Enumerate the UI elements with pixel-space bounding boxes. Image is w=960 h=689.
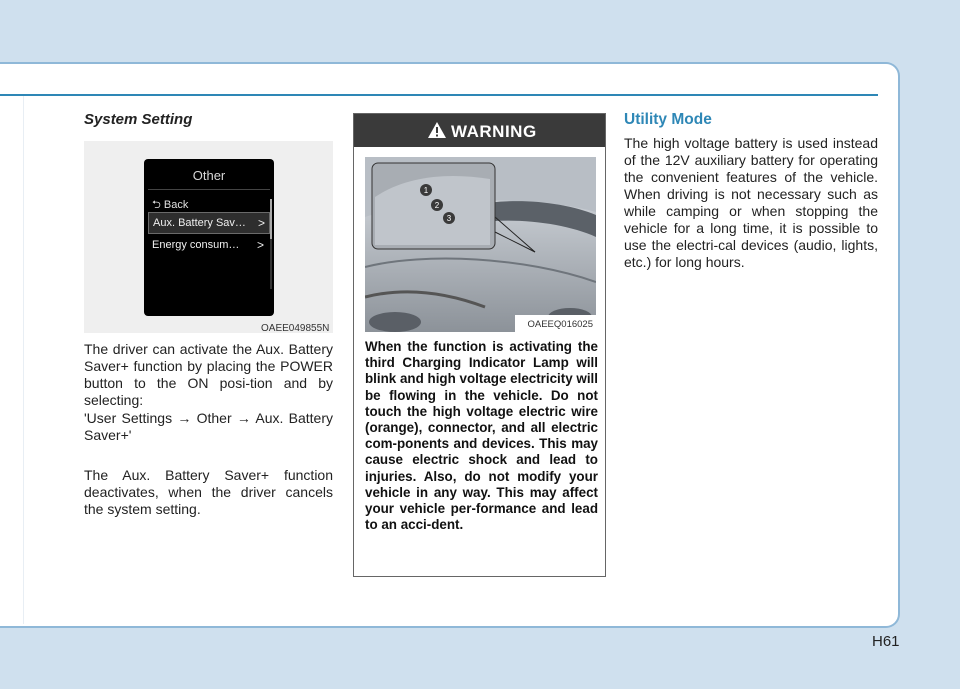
display-title: Other [192, 168, 226, 183]
page-number: H61 [872, 633, 900, 650]
header-rule [0, 94, 878, 96]
display-menu-label: Aux. Battery Sav… [153, 217, 246, 229]
section-heading-system-setting: System Setting [84, 111, 193, 128]
display-scroll-thumb [270, 199, 272, 239]
image-code: OAEE049855N [261, 323, 330, 334]
display-menu-label: Energy consum… [152, 239, 240, 251]
display-menu-item-energy [148, 235, 268, 255]
chevron-right-icon: > [257, 216, 265, 230]
paragraph-menu-path: 'User Settings → Other → Aux. Battery Saver+' [84, 410, 333, 443]
car-hood-illustration [365, 157, 596, 332]
warning-text: When the function is activating the third Charging Indicator Lamp will blink and high voltage electricity will be flowing in the vehicle. Do not touch the high voltage electric wire (orange), connector, and all electric com-ponents and devices. This may cause electric shock and lead to injuries. Also, do not modify your vehicle in any way. This may affect your vehicle per-formance and lead to an acci-dent. [365, 339, 598, 533]
paragraph-deactivate: The Aux. Battery Saver+ function deactivates, when the driver cancels the system setting. [84, 467, 333, 517]
image-code: OAEEQ016025 [527, 319, 593, 330]
chevron-right-icon: > [256, 238, 264, 252]
paragraph-activate: The driver can activate the Aux. Battery Saver+ function by placing the POWER button to the ON posi-tion and by selecting: [84, 341, 333, 408]
paragraph-utility-mode: The high voltage battery is used instead of the 12V auxiliary battery for operating the convenient features of the vehicle. When driving is not necessary such as while camping or when stopping the vehicle for a long time, it is possible to use the electri-cal devices (audio, lights, etc.) for long hours. [624, 135, 878, 270]
car-hood-drawing [365, 157, 596, 332]
warning-header [354, 114, 605, 147]
callout-2: 2 [434, 201, 440, 210]
display-back-item: ⮌ Back [152, 199, 189, 211]
warning-label: WARNING [451, 122, 537, 141]
display-scrollbar [270, 199, 272, 289]
warning-box [353, 113, 606, 577]
callout-1: 1 [423, 186, 429, 195]
warning-triangle-icon [427, 121, 447, 139]
callout-3: 3 [446, 214, 452, 223]
display-divider [148, 189, 270, 190]
display-menu-item-aux-battery [148, 212, 270, 234]
margin-rule [23, 96, 24, 624]
cluster-display [144, 159, 274, 316]
section-heading-utility-mode: Utility Mode [624, 111, 712, 128]
